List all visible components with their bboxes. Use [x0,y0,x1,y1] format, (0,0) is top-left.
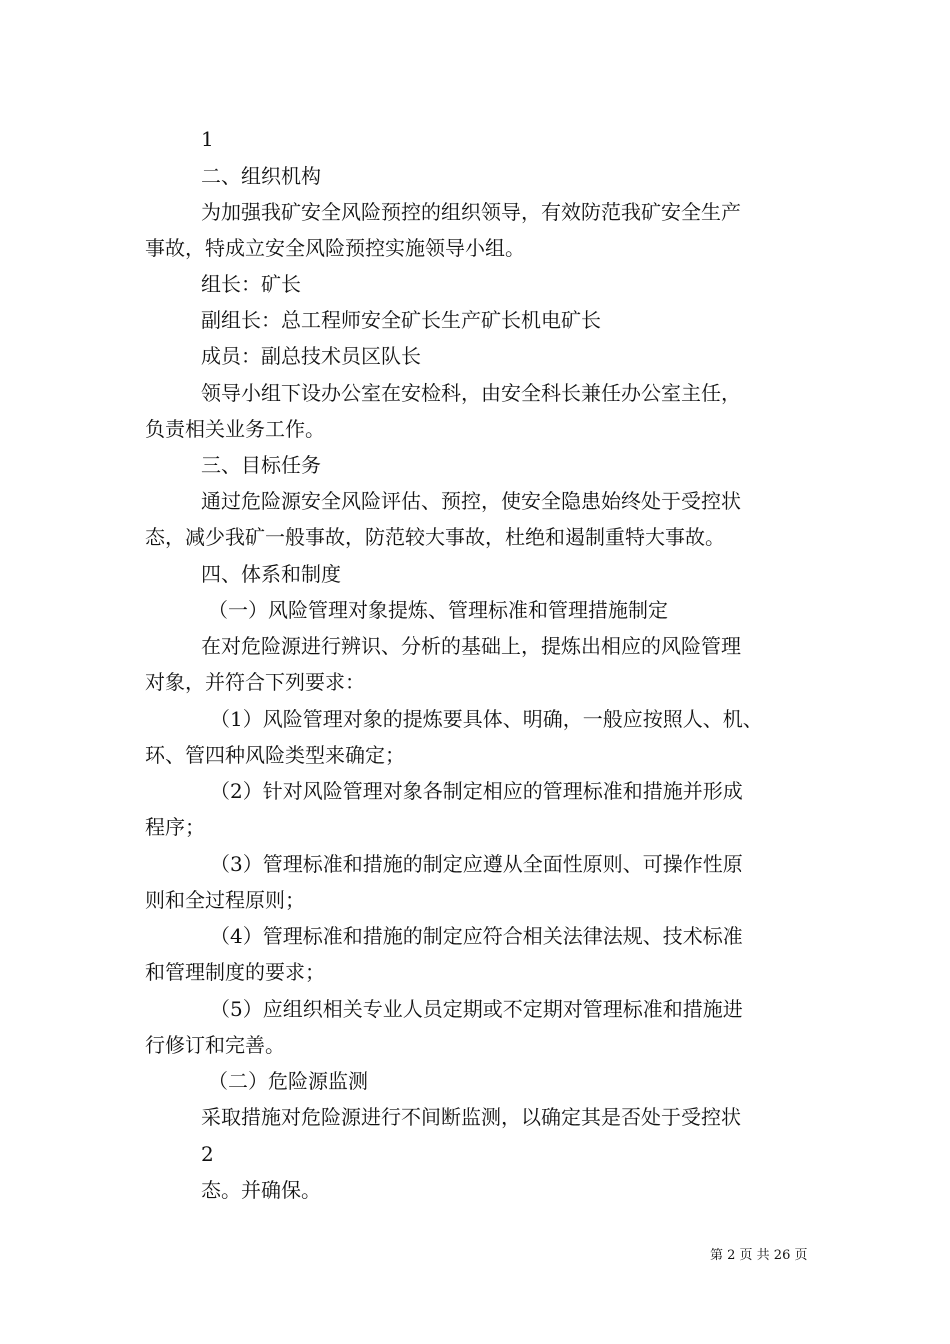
paragraph-line: 负责相关业务工作。 [145,417,325,441]
page-number-marker: 2 [201,1142,214,1166]
list-item-line: （2）针对风险管理对象各制定相应的管理标准和措施并形成 [210,779,743,803]
paragraph-line: 通过危险源安全风险评估、预控，使安全隐患始终处于受控状 [201,489,741,513]
section-heading: 四、体系和制度 [201,562,341,586]
paragraph-line: 为加强我矿安全风险预控的组织领导，有效防范我矿安全生产 [201,200,741,224]
paragraph-line: 态，减少我矿一般事故，防范较大事故，杜绝和遏制重特大事故。 [145,525,725,549]
paragraph-line: 副组长：总工程师安全矿长生产矿长机电矿长 [201,308,601,332]
paragraph-line: 对象，并符合下列要求： [145,670,365,694]
list-item-line: （4）管理标准和措施的制定应符合相关法律法规、技术标准 [210,924,743,948]
list-item-line: （5）应组织相关专业人员定期或不定期对管理标准和措施进 [210,997,743,1021]
paragraph-line: 事故，特成立安全风险预控实施领导小组。 [145,236,525,260]
paragraph-line: 态。并确保。 [201,1178,321,1202]
list-item-line: （3）管理标准和措施的制定应遵从全面性原则、可操作性原 [210,852,743,876]
paragraph-line: 组长：矿长 [201,272,301,296]
page-footer: 第 2 页 共 26 页 [710,1248,808,1263]
list-item-line: 程序； [145,815,205,839]
section-heading: 二、组织机构 [201,164,321,188]
page-number-marker: 1 [201,127,214,151]
list-item-line: 行修订和完善。 [145,1033,285,1057]
paragraph-line: 领导小组下设办公室在安检科，由安全科长兼任办公室主任， [201,381,741,405]
subsection-heading: （二）危险源监测 [208,1069,368,1093]
list-item-line: 环、管四种风险类型来确定； [145,743,405,767]
paragraph-line: 在对危险源进行辨识、分析的基础上，提炼出相应的风险管理 [201,634,741,658]
paragraph-line: 成员：副总技术员区队长 [201,344,421,368]
paragraph-line: 采取措施对危险源进行不间断监测，以确定其是否处于受控状 [201,1105,741,1129]
list-item-line: 和管理制度的要求； [145,960,325,984]
list-item-line: 则和全过程原则； [145,888,305,912]
section-heading: 三、目标任务 [201,453,321,477]
subsection-heading: （一）风险管理对象提炼、管理标准和管理措施制定 [208,598,668,622]
list-item-line: （1）风险管理对象的提炼要具体、明确，一般应按照人、机、 [210,707,763,731]
